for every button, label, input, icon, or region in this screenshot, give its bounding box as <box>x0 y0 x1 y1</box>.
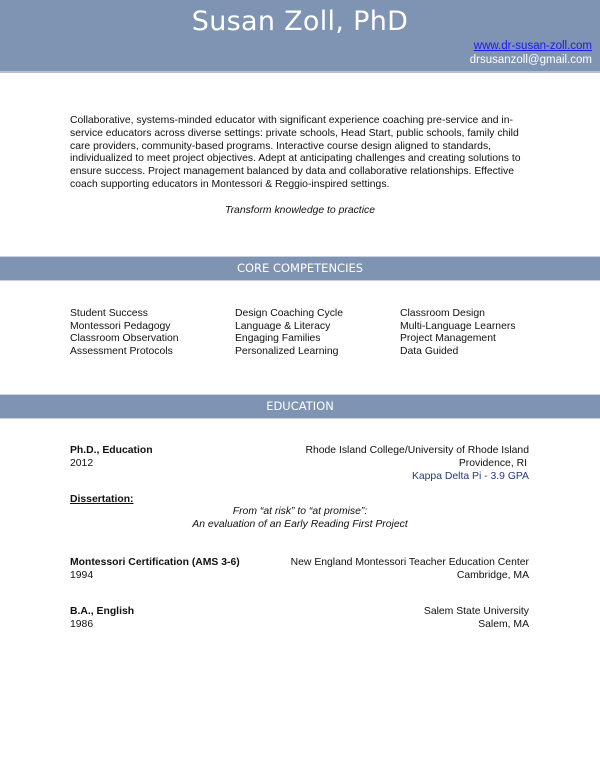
competency-column-2 <box>235 308 343 359</box>
dissertation-title-line-1: From “at risk” to “at promise”: <box>232 506 368 517</box>
competency-item: Assessment Protocols <box>70 346 173 358</box>
dissertation-title-line-2: An evaluation of an Early Reading First Project <box>192 519 408 530</box>
header-band <box>0 0 600 73</box>
competency-column-1 <box>70 308 179 359</box>
montessori-degree: Montessori Certification (AMS 3-6) <box>70 557 240 568</box>
competency-item: Personalized Learning <box>235 346 339 358</box>
core-competencies-heading: CORE COMPETENCIES <box>0 256 600 281</box>
montessori-school: New England Montessori Teacher Education Center <box>290 557 529 568</box>
competency-item: Design Coaching Cycle <box>235 308 344 319</box>
competency-item: Classroom Observation <box>70 333 179 345</box>
tagline: Transform knowledge to practice <box>225 205 375 216</box>
montessori-location: Cambridge, MA <box>456 570 529 581</box>
competency-item: Language & Literacy <box>235 320 331 332</box>
candidate-name: Susan Zoll, PhD <box>191 6 409 37</box>
competency-item: Engaging Families <box>235 333 321 345</box>
email-address: drsusanzoll@gmail.com <box>469 54 592 66</box>
competency-item: Student Success <box>70 308 148 319</box>
competency-item: Multi-Language Learners <box>400 320 516 332</box>
ba-year: 1986 <box>70 619 94 630</box>
education-heading: EDUCATION <box>0 394 600 419</box>
competency-item: Montessori Pedagogy <box>70 320 171 332</box>
montessori-year: 1994 <box>70 570 94 581</box>
competency-item: Project Management <box>400 333 496 345</box>
ba-location: Salem, MA <box>478 619 529 630</box>
competency-item: Classroom Design <box>400 308 485 319</box>
summary-paragraph: Collaborative, systems-minded educator with significant experience coaching pre-service and in-service educators across diverse settings: private schools, Head Start, public schools, family child care providers, community-based programs. Interactive course design aligned to standards, individualized to meet project objectives. Adept at anticipating challenges and creating solutions to ensure success. Project management balanced by data and collaborative relationships. Effective coach supporting educators in Montessori & Reggio-inspired settings. <box>70 115 521 190</box>
phd-year: 2012 <box>70 458 94 469</box>
ba-degree: B.A., English <box>70 606 135 617</box>
website-link[interactable]: www.dr-susan-zoll.com <box>473 40 592 52</box>
phd-location: Providence, RI <box>458 458 527 469</box>
phd-school: Rhode Island College/University of Rhode Island <box>305 445 529 456</box>
competency-column-3 <box>400 308 516 359</box>
dissertation-label: Dissertation: <box>70 494 134 505</box>
phd-honor: Kappa Delta Pi - 3.9 GPA <box>411 471 529 482</box>
ba-school: Salem State University <box>423 606 529 617</box>
phd-degree: Ph.D., Education <box>70 445 153 456</box>
competency-item: Data Guided <box>400 346 459 358</box>
